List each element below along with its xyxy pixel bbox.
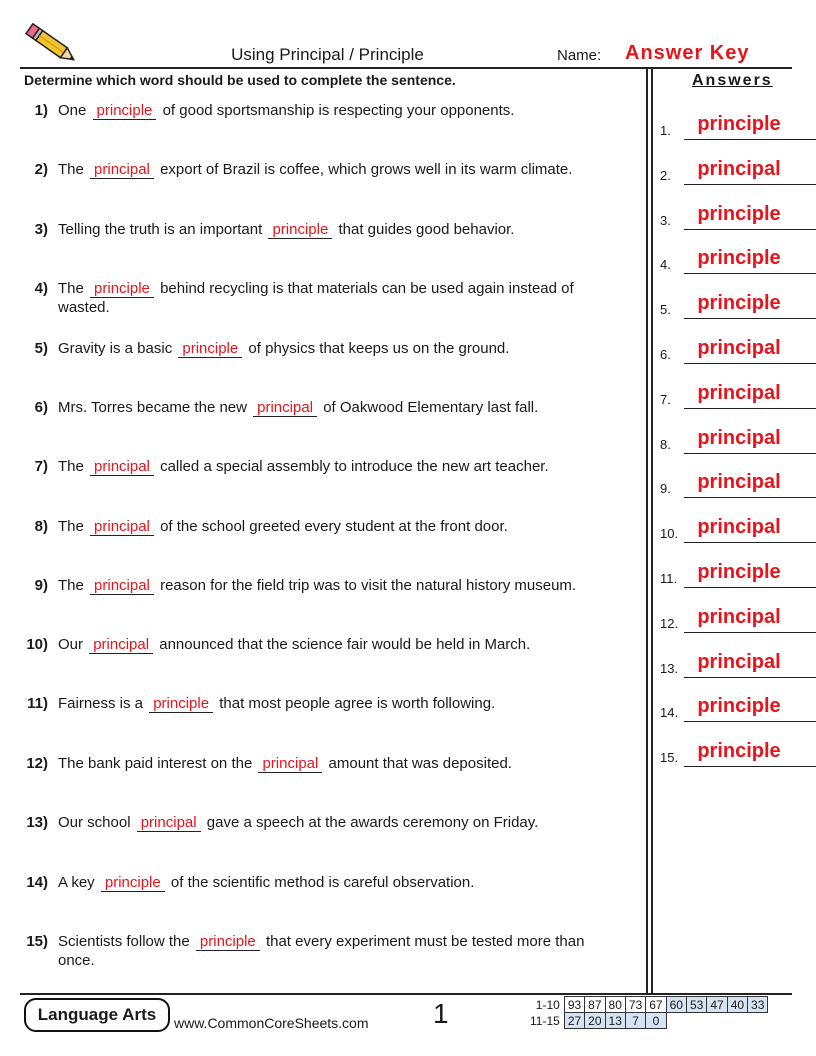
question-row	[20, 694, 620, 713]
page-number: 1	[433, 998, 449, 1029]
column-divider	[651, 68, 653, 993]
answer-word: principle	[697, 202, 781, 225]
question-post: that most people agree is worth following.	[219, 695, 496, 712]
question-text	[58, 635, 620, 654]
score-cell: 73	[625, 997, 645, 1013]
question-text	[58, 694, 620, 713]
question-pre: A key	[58, 874, 95, 891]
answer-blank[interactable]: principle	[101, 874, 165, 892]
question-text	[58, 813, 620, 832]
question-pre: Our	[58, 636, 84, 653]
score-cell: 93	[564, 997, 584, 1013]
question-number: 9)	[34, 577, 48, 594]
question-pre: The	[58, 280, 84, 297]
answer-row	[660, 605, 800, 633]
question-row	[20, 635, 620, 654]
answer-row	[660, 291, 800, 319]
question-row	[20, 160, 620, 179]
question-post: that every experiment must be tested more than once.	[58, 933, 585, 969]
answer-word: principal	[697, 337, 781, 359]
question-row	[20, 873, 620, 892]
question-number: 8)	[34, 518, 48, 535]
question-number: 15)	[26, 933, 48, 950]
answer-number: 12.	[660, 615, 679, 631]
question-post: gave a speech at the awards ceremony on Friday.	[206, 814, 539, 831]
answer-row	[660, 515, 800, 543]
answer-word: principal	[697, 605, 781, 628]
question-number: 6)	[34, 399, 48, 416]
score-cell: 60	[666, 997, 686, 1013]
answer-blank[interactable]: principle	[149, 695, 213, 713]
score-cell: 7	[625, 1013, 645, 1029]
answer-blank[interactable]: principal	[90, 577, 154, 595]
question-number: 13)	[26, 814, 48, 831]
answer-word: principle	[697, 740, 781, 763]
question-pre: The	[58, 518, 84, 535]
question-number: 3)	[34, 221, 48, 238]
question-number: 7)	[34, 458, 48, 475]
answer-number: 2.	[660, 167, 671, 183]
answer-word: principal	[697, 471, 781, 494]
answer-blank[interactable]: principal	[90, 161, 154, 179]
answer-number: 13.	[660, 660, 679, 676]
question-pre: Fairness is a	[58, 695, 144, 712]
answer-row	[660, 381, 800, 409]
question-pre: One	[58, 102, 87, 119]
answer-number: 11.	[660, 571, 678, 586]
question-number: 10)	[26, 636, 48, 653]
score-cell: 0	[646, 1013, 666, 1029]
answer-word: principal	[697, 426, 781, 449]
answer-blank[interactable]: principle	[268, 221, 332, 239]
answer-word: principal	[697, 516, 781, 539]
instructions: Determine which word should be used to complete the sentence.	[24, 72, 456, 88]
answer-row	[660, 650, 800, 678]
answer-row	[660, 739, 800, 767]
score-cell: 87	[585, 997, 605, 1013]
question-row	[20, 339, 620, 358]
question-pre: The	[58, 458, 84, 475]
bottom-divider	[20, 993, 792, 995]
question-pre: The bank paid interest on the	[58, 755, 253, 772]
question-row	[20, 754, 620, 773]
question-pre: Mrs. Torres became the new	[58, 399, 247, 416]
score-cell: 67	[646, 997, 666, 1013]
answer-row	[660, 426, 800, 454]
answer-word: principle	[697, 695, 781, 718]
answer-blank[interactable]: principle	[93, 102, 157, 120]
answer-blank[interactable]: principal	[90, 518, 154, 536]
question-post: behind recycling is that materials can be used again instead of wasted.	[58, 280, 574, 316]
question-post: of the scientific method is careful observation.	[170, 874, 475, 891]
answer-word: principle	[697, 561, 781, 583]
answer-blank[interactable]: principal	[89, 636, 153, 654]
score-cell: 47	[707, 997, 727, 1013]
question-text	[58, 160, 620, 179]
question-text	[58, 754, 620, 773]
score-cell: 40	[727, 997, 747, 1013]
question-text	[58, 339, 620, 358]
answer-number: 14.	[660, 705, 679, 721]
question-number: 2)	[34, 161, 48, 178]
question-text	[58, 457, 620, 476]
answer-number: 5.	[660, 302, 671, 318]
question-row	[20, 576, 620, 595]
question-row	[20, 398, 620, 417]
answer-row	[660, 157, 800, 185]
question-post: that guides good behavior.	[338, 221, 515, 238]
subject-badge: Language Arts	[24, 998, 170, 1032]
question-row	[20, 813, 620, 832]
question-pre: Telling the truth is an important	[58, 221, 263, 238]
question-pre: The	[58, 577, 84, 594]
question-post: of physics that keeps us on the ground.	[248, 340, 510, 357]
answer-row	[660, 202, 800, 230]
question-row	[20, 457, 620, 476]
top-divider	[20, 67, 792, 69]
question-number: 5)	[34, 340, 48, 357]
question-pre: The	[58, 161, 84, 178]
answer-number: 3.	[660, 212, 671, 228]
answer-number: 8.	[660, 436, 671, 452]
answer-word: principle	[697, 247, 781, 270]
answer-blank[interactable]: principal	[253, 399, 317, 417]
question-row	[20, 220, 620, 239]
answer-blank[interactable]: principal	[137, 814, 201, 832]
question-number: 1)	[34, 102, 48, 119]
question-text	[58, 220, 620, 239]
answer-row	[660, 336, 800, 364]
answer-row	[660, 470, 800, 498]
answer-number: 4.	[660, 257, 671, 273]
answer-blank[interactable]: principal	[90, 458, 154, 476]
question-text	[58, 101, 620, 120]
score-cell: 27	[564, 1013, 584, 1029]
question-pre: Gravity is a basic	[58, 340, 173, 357]
answer-row	[660, 112, 800, 140]
answer-number: 6.	[660, 347, 671, 362]
question-number: 12)	[26, 755, 48, 772]
question-row	[20, 101, 620, 120]
answer-blank[interactable]: principle	[178, 340, 242, 358]
question-post: called a special assembly to introduce the new art teacher.	[160, 458, 549, 475]
score-cell: 33	[748, 997, 768, 1013]
answer-word: principal	[697, 381, 781, 404]
site-url[interactable]: www.CommonCoreSheets.com	[174, 1015, 369, 1031]
question-text	[58, 576, 620, 595]
question-post: of Oakwood Elementary last fall.	[323, 399, 539, 416]
answer-word: principal	[697, 157, 781, 180]
question-row	[20, 932, 620, 970]
answer-number: 15.	[660, 750, 679, 766]
question-post: reason for the field trip was to visit the natural history museum.	[160, 577, 577, 594]
answer-key-label: Answer Key	[625, 42, 750, 64]
score-cell: 53	[686, 997, 706, 1013]
answer-number: 1.	[660, 123, 671, 138]
answer-blank[interactable]: principle	[196, 933, 260, 951]
score-row-label: 11-15	[530, 1013, 560, 1028]
answer-word: principle	[697, 113, 781, 135]
question-number: 14)	[26, 874, 48, 891]
answer-row	[660, 694, 800, 722]
question-text	[58, 398, 620, 417]
question-pre: Our school	[58, 814, 131, 831]
answer-blank[interactable]: principal	[258, 755, 322, 773]
question-text	[58, 873, 620, 892]
question-row	[20, 517, 620, 536]
answer-word: principal	[697, 650, 781, 673]
answer-number: 10.	[660, 526, 679, 542]
score-cell: 20	[585, 1013, 605, 1029]
question-post: of good sportsmanship is respecting your opponents.	[162, 102, 515, 119]
question-text	[58, 279, 620, 317]
answer-number: 7.	[660, 391, 671, 407]
column-divider	[646, 68, 648, 993]
question-post: announced that the science fair would be held in March.	[159, 636, 531, 653]
answer-row	[660, 560, 800, 588]
page-title: Using Principal / Principle	[231, 45, 424, 64]
question-row	[20, 279, 620, 317]
score-row-label: 1-10	[535, 997, 560, 1012]
answer-number: 9.	[660, 481, 671, 497]
question-text	[58, 517, 620, 536]
score-cell: 13	[605, 1013, 625, 1029]
question-post: of the school greeted every student at the front door.	[160, 518, 508, 535]
answer-blank[interactable]: principle	[90, 280, 154, 298]
question-number: 11)	[27, 695, 48, 712]
question-text	[58, 932, 620, 970]
score-row	[527, 997, 768, 1013]
answer-row	[660, 246, 800, 274]
question-post: export of Brazil is coffee, which grows well in its warm climate.	[160, 161, 573, 178]
question-number: 4)	[34, 280, 48, 297]
answer-word: principle	[697, 292, 781, 315]
score-cell: 80	[605, 997, 625, 1013]
question-pre: Scientists follow the	[58, 933, 190, 950]
question-post: amount that was deposited.	[328, 755, 512, 772]
score-table	[527, 996, 768, 1029]
score-row	[527, 1013, 768, 1029]
name-label: Name:	[557, 47, 602, 64]
answers-header: Answers	[692, 72, 773, 89]
